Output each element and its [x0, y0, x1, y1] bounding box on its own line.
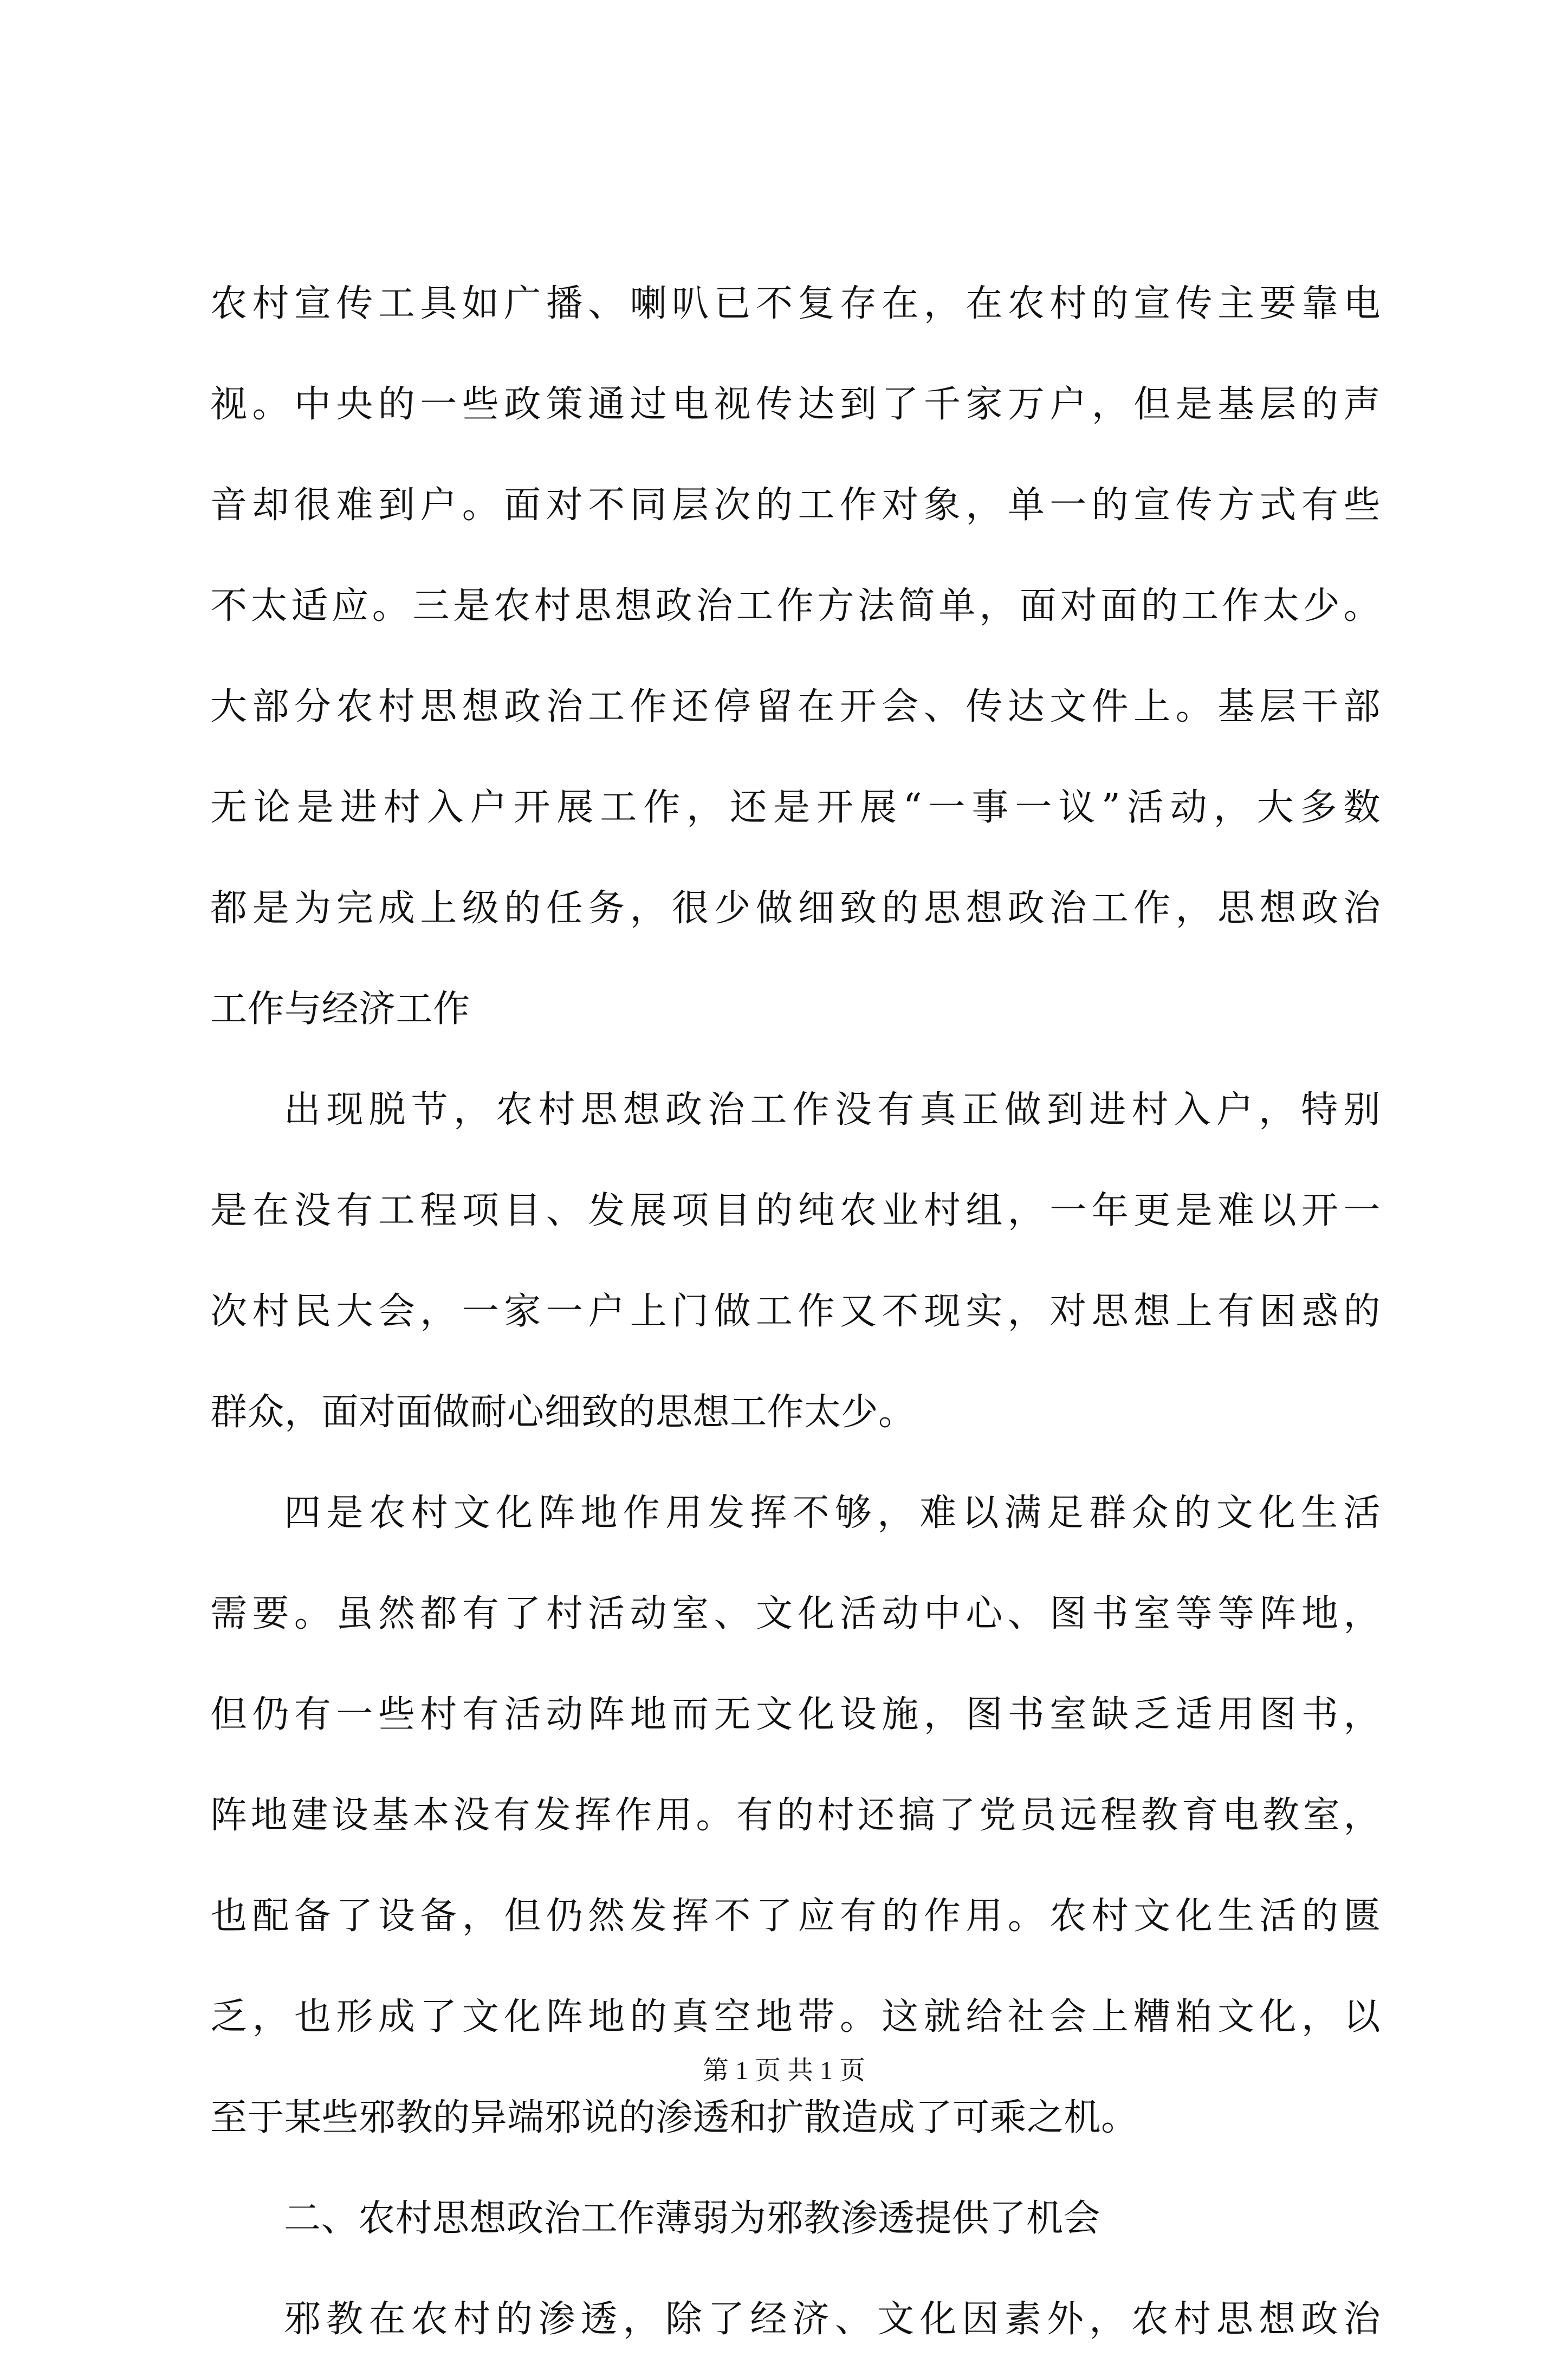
text-line: 次村民大会，一家一户上门做工作又不现实，对思想上有困惑的 [210, 1290, 1381, 1333]
text-line: 无论是进村入户开展工作，还是开展“一事一议”活动，大多数 [210, 786, 1381, 829]
text-line: 农村宣传工具如广播、喇叭已不复存在，在农村的宣传主要靠电 [210, 282, 1381, 325]
text-line: 也配备了设备，但仍然发挥不了应有的作用。农村文化生活的匮 [210, 1895, 1381, 1938]
text-line: 不太适应。三是农村思想政治工作方法简单，面对面的工作太少。 [210, 585, 1381, 627]
text-line: 是在没有工程项目、发展项目的纯农业村组，一年更是难以开一 [210, 1189, 1381, 1232]
text-line: 都是为完成上级的任务，很少做细致的思想政治工作，思想政治 [210, 887, 1381, 930]
text-line: 至于某些邪教的异端邪说的渗透和扩散造成了可乘之机。 [210, 2096, 1138, 2139]
paragraph-first-line: 邪教在农村的渗透，除了经济、文化因素外，农村思想政治 [284, 2298, 1381, 2341]
page-number-footer: 第 1 页 共 1 页 [702, 2056, 865, 2085]
paragraph-first-line: 四是农村文化阵地作用发挥不够，难以满足群众的文化生活 [284, 1492, 1381, 1534]
text-line: 音却很难到户。面对不同层次的工作对象，单一的宣传方式有些 [210, 484, 1381, 527]
text-line: 乏，也形成了文化阵地的真空地带。这就给社会上糟粕文化，以 [210, 1996, 1381, 2038]
text-line: 工作与经济工作 [210, 988, 470, 1031]
text-line: 大部分农村思想政治工作还停留在开会、传达文件上。基层干部 [210, 685, 1381, 728]
document-body [210, 254, 1381, 2370]
text-line: 但仍有一些村有活动阵地而无文化设施，图书室缺乏适用图书， [210, 1693, 1381, 1736]
text-line: 需要。虽然都有了村活动室、文化活动中心、图书室等等阵地， [210, 1592, 1381, 1635]
text-line: 视。中央的一些政策通过电视传达到了千家万户，但是基层的声 [210, 383, 1381, 426]
section-heading: 二、农村思想政治工作薄弱为邪教渗透提供了机会 [284, 2197, 1101, 2240]
text-line: 阵地建设基本没有发挥作用。有的村还搞了党员远程教育电教室， [210, 1794, 1381, 1837]
text-line: 群众，面对面做耐心细致的思想工作太少。 [210, 1391, 916, 1434]
paragraph-first-line: 出现脱节，农村思想政治工作没有真正做到进村入户，特别 [284, 1089, 1381, 1131]
